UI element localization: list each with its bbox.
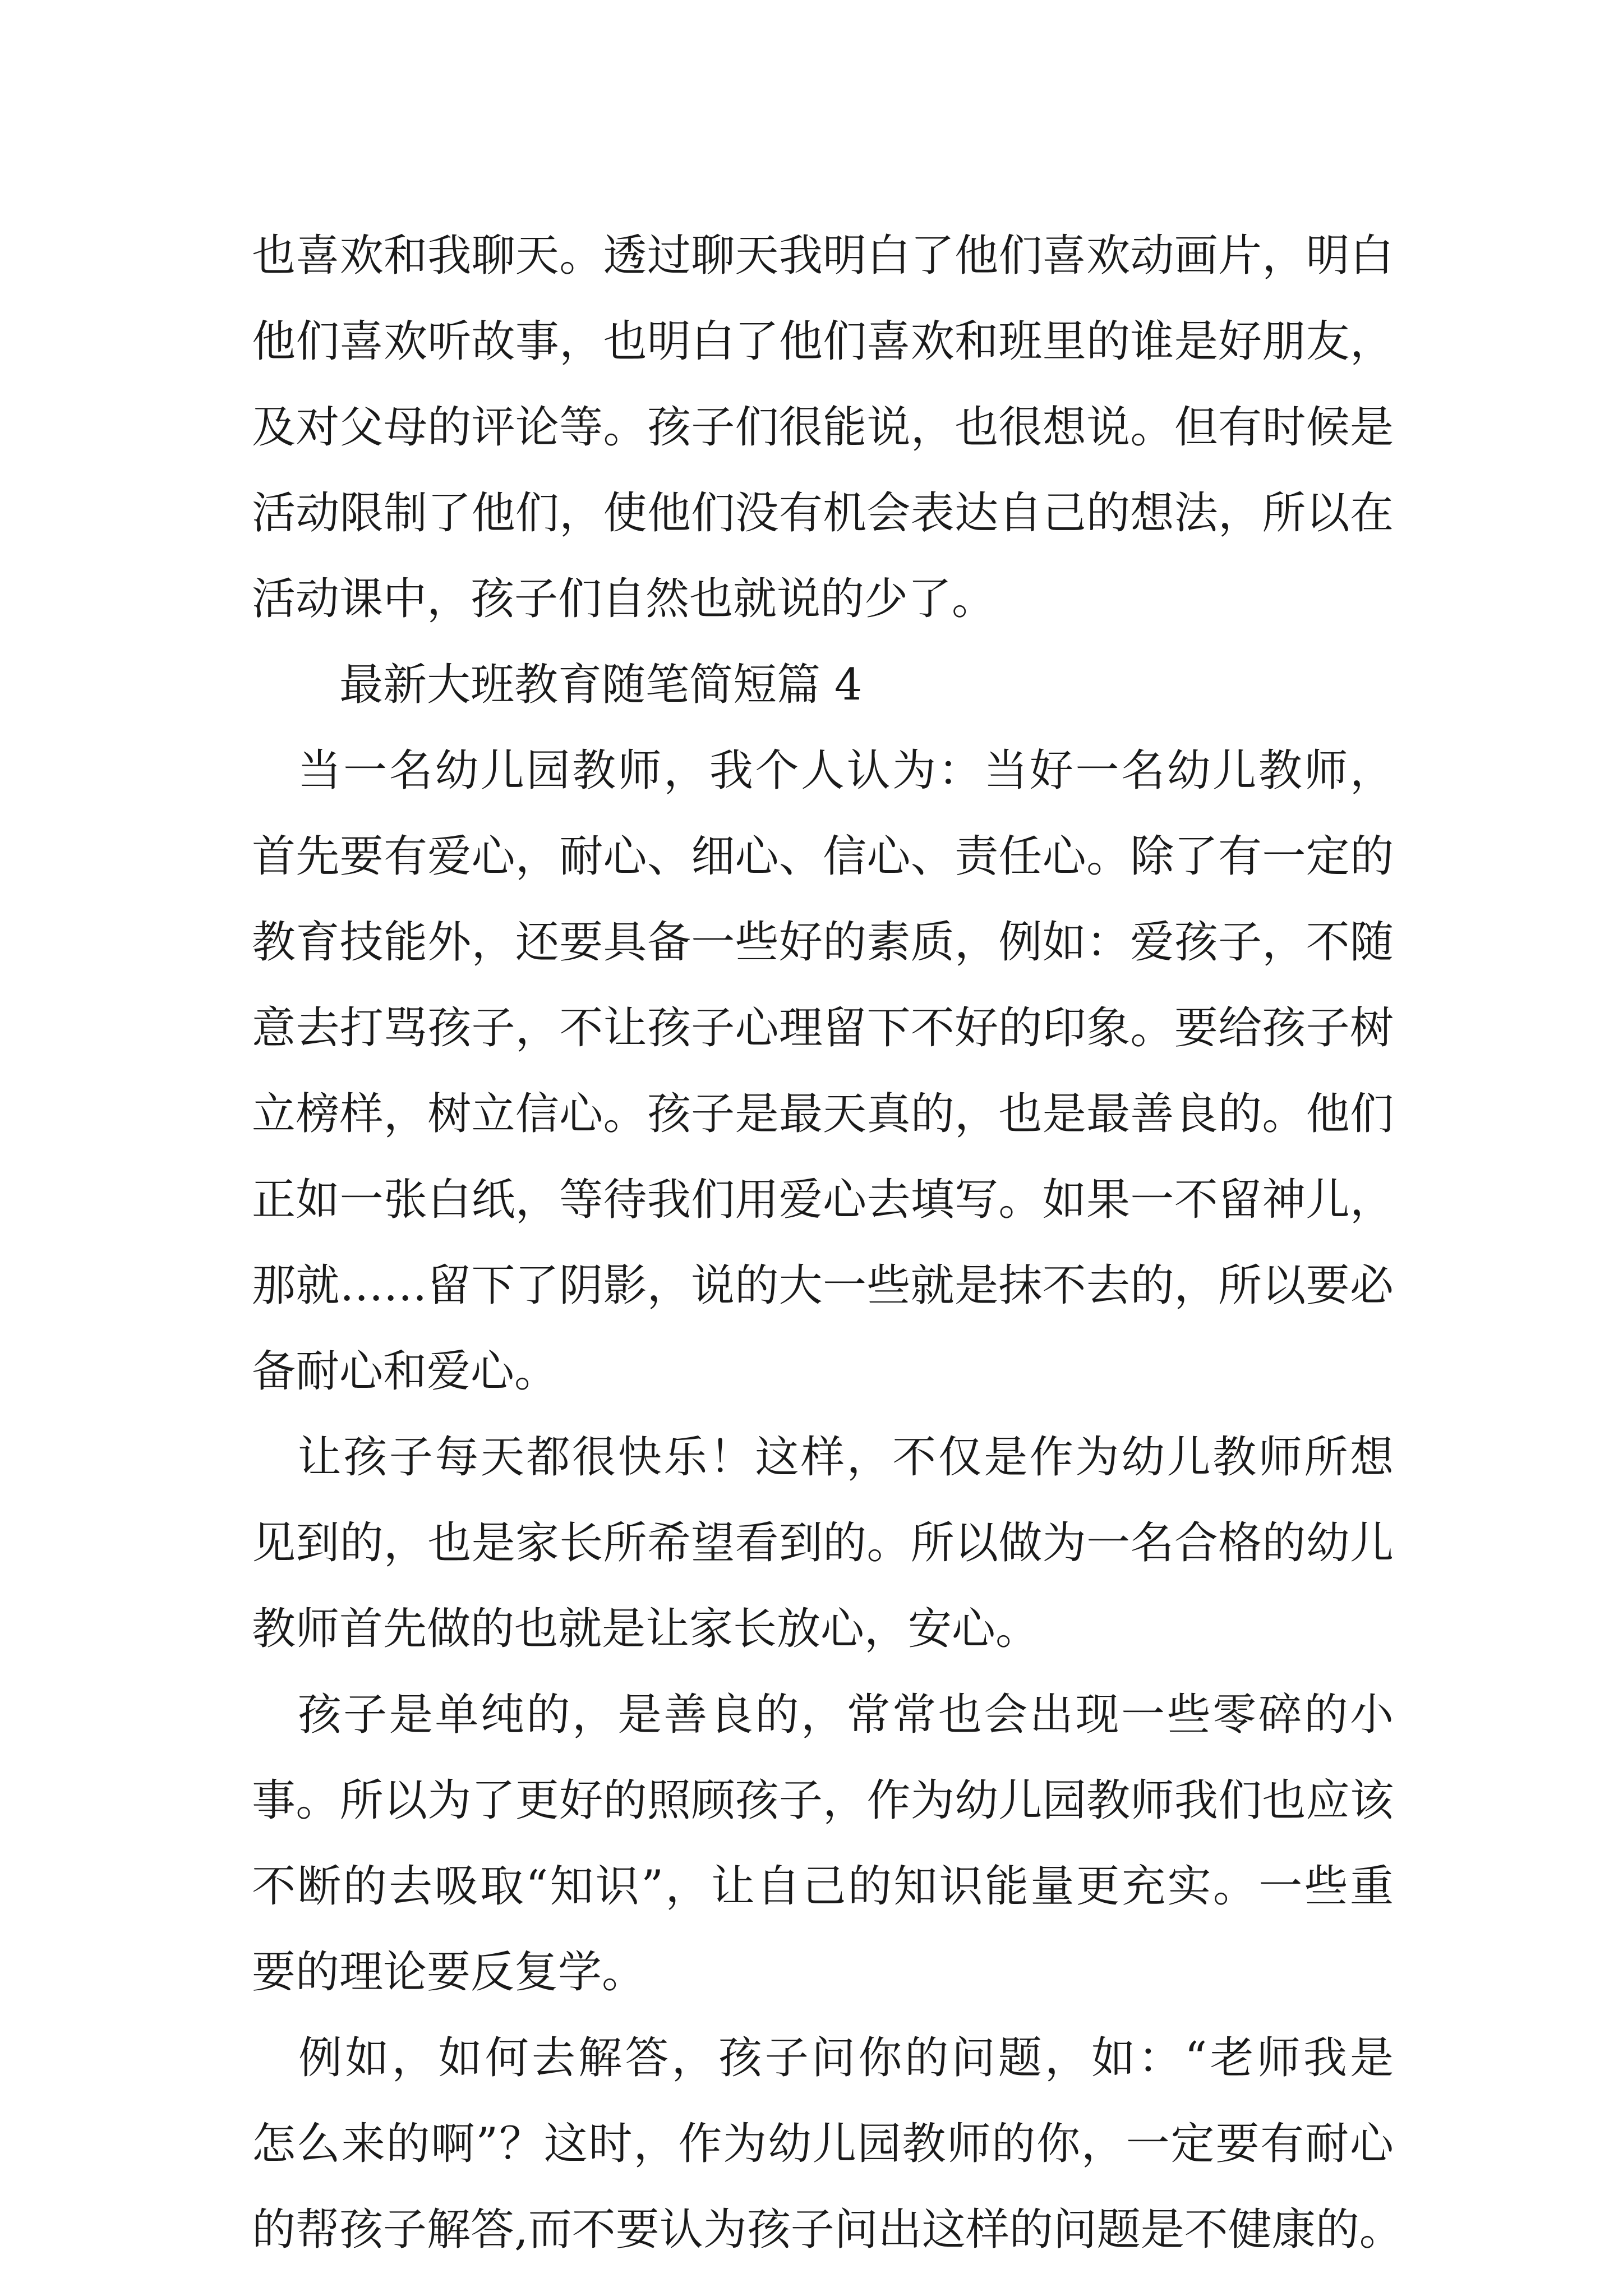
document-body (252, 213, 1403, 2273)
paragraph-1 (252, 728, 1394, 1415)
text-line: 也喜欢和我聊天。透过聊天我明白了他们喜欢动画片，明白 (252, 231, 1394, 281)
text-line: 怎么来的啊”？这时，作为幼儿园教师的你，一定要有耐心 (252, 2119, 1394, 2169)
text-line: 见到的，也是家长所希望看到的。所以做为一名合格的幼儿 (252, 1518, 1394, 1568)
paragraph-4 (252, 2016, 1403, 2273)
text-line: 那就……留下了阴影，说的大一些就是抹不去的，所以要必 (252, 1260, 1394, 1311)
text-line: 教育技能外，还要具备一些好的素质，例如：爱孩子，不随 (252, 917, 1394, 968)
text-line: 正如一张白纸，等待我们用爱心去填写。如果一不留神儿， (252, 1175, 1394, 1225)
heading-text: 最新大班教育随笔简短篇 4 (339, 660, 863, 710)
text-line: 意去打骂孩子，不让孩子心理留下不好的印象。要给孩子树 (252, 1003, 1394, 1053)
text-line: 他们喜欢听故事，也明白了他们喜欢和班里的谁是好朋友， (252, 316, 1394, 367)
text-line: 活动限制了他们，使他们没有机会表达自己的想法，所以在 (252, 488, 1394, 539)
text-line: 孩子是单纯的，是善良的，常常也会出现一些零碎的小 (252, 1690, 1394, 1740)
text-line: 首先要有爱心，耐心、细心、信心、责任心。除了有一定的 (252, 831, 1394, 882)
text-line: 及对父母的评论等。孩子们很能说，也很想说。但有时候是 (252, 402, 1394, 453)
paragraph-2 (252, 1415, 1394, 1672)
text-line: 例如，如何去解答，孩子问你的问题，如：“老师我是 (252, 2033, 1394, 2083)
text-line: 不断的去吸取“知识”，让自己的知识能量更充实。一些重 (252, 1861, 1394, 1912)
text-line: 事。所以为了更好的照顾孩子，作为幼儿园教师我们也应该 (252, 1775, 1394, 1826)
text-line: 备耐心和爱心。 (252, 1346, 559, 1397)
text-line: 立榜样，树立信心。孩子是最天真的，也是最善良的。他们 (252, 1089, 1394, 1139)
text-line: 活动课中，孩子们自然也就说的少了。 (252, 574, 996, 624)
section-heading (252, 642, 1394, 728)
text-line: 教师首先做的也就是让家长放心，安心。 (252, 1604, 1040, 1654)
text-line: 的帮孩子解答,而不要认为孩子问出这样的问题是不健康的。 (252, 2205, 1403, 2255)
text-line: 让孩子每天都很快乐！这样，不仅是作为幼儿教师所想 (252, 1432, 1394, 1483)
paragraph-3 (252, 1672, 1394, 2016)
paragraph-continued (252, 213, 1394, 642)
text-line: 当一名幼儿园教师，我个人认为：当好一名幼儿教师， (252, 746, 1394, 796)
text-line: 要的理论要反复学。 (252, 1947, 646, 1998)
